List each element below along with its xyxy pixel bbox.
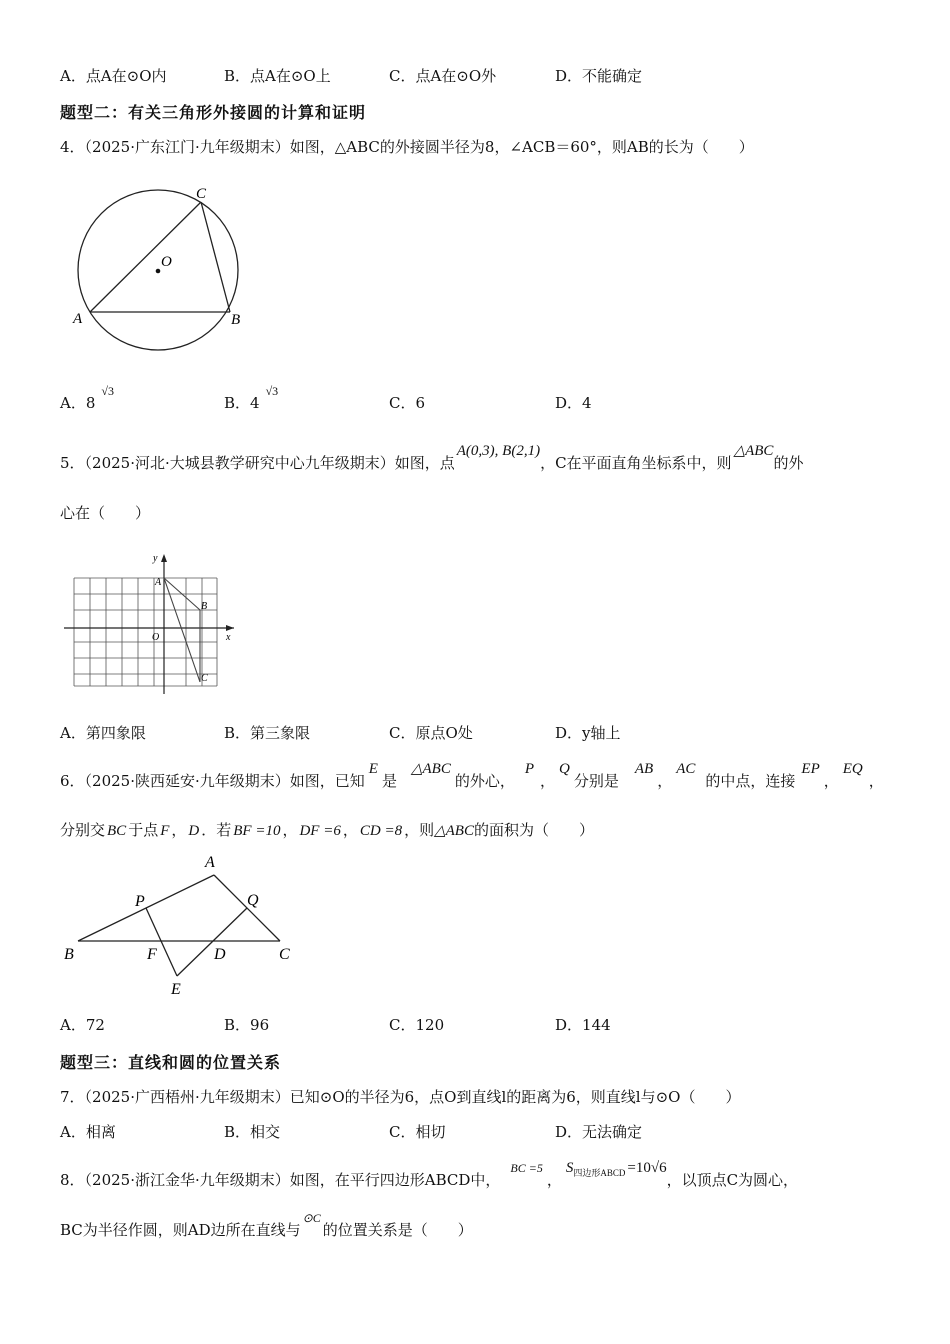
q6-text-12: ，则 [404, 821, 435, 839]
q6-eq: EQ [842, 761, 863, 777]
q3-option-d: D．不能确定 [555, 67, 643, 85]
q6-comma-3: ， [823, 772, 839, 790]
q5-figure [62, 548, 242, 696]
q6-comma-4: ， [868, 772, 884, 790]
q5-label-x: x [226, 632, 231, 643]
q5-option-b: B．第三象限 [224, 724, 311, 742]
q8-s-sub: 四边形ABCD [573, 1168, 626, 1178]
q6-text-2: 是 [381, 772, 397, 790]
q6-d: D [188, 823, 200, 839]
q8-text-4: 的位置关系是（ ） [322, 1221, 473, 1239]
q4-stem: 4．（2025·广东江门·九年级期末）如图，△ABC的外接圆半径为8，∠ACB＝60°，则AB的长为（ ） [60, 138, 754, 156]
q6-triangle: △ABC [410, 761, 451, 777]
q4-option-a-text: A．8 [60, 394, 96, 412]
q6-option-b: B．96 [224, 1016, 270, 1034]
q6-text-3: 的外心， [454, 772, 515, 790]
q6-text-13: 的面积为（ ） [473, 821, 594, 839]
q6-f: F [160, 823, 170, 839]
q6-label-b: B [64, 946, 74, 963]
q8-stem-line2 [60, 1211, 473, 1241]
q5-label-a: A [155, 577, 162, 588]
q6-label-p: P [135, 893, 145, 910]
q6-ab: AB [634, 761, 654, 777]
q3-option-c: C．点A在⊙O外 [389, 67, 497, 85]
q7-stem: 7．（2025·广西梧州·九年级期末）已知⊙O的半径为6，点O到直线l的距离为6，则直线l与⊙O（ ） [60, 1088, 741, 1106]
q7-option-b: B．相交 [224, 1123, 281, 1141]
q6-text-6: 分别交 [60, 821, 106, 839]
q6-e: E [368, 761, 378, 777]
q6-label-d: D [214, 946, 226, 963]
q4-option-b-root: √3 [265, 384, 279, 398]
q8-bc: BC =5 [510, 1161, 543, 1175]
q4-option-a [60, 384, 114, 414]
q6-comma-1: ， [540, 772, 556, 790]
q8-comma: ， [546, 1171, 562, 1189]
q7-option-d: D．无法确定 [555, 1123, 643, 1141]
q6-text-5: 的中点，连接 [705, 772, 796, 790]
q4-label-b: B [231, 312, 241, 328]
q5-text-pre: 5．（2025·河北·大城县教学研究中心九年级期末）如图，点 [60, 454, 455, 472]
q6-option-c: C．120 [389, 1016, 445, 1034]
q5-label-o: O [152, 632, 160, 643]
q5-option-d: D．y轴上 [555, 724, 621, 742]
q5-label-y: y [153, 553, 158, 564]
q5-label-b: B [201, 601, 208, 612]
q5-triangle: △ABC [733, 443, 774, 459]
q6-figure [60, 850, 310, 1000]
q8-circle-c: ⊙C [302, 1211, 321, 1225]
q5-option-c: C．原点O处 [389, 724, 473, 742]
q6-option-a: A．72 [60, 1016, 105, 1034]
section-heading-2: 题型二：有关三角形外接圆的计算和证明 [60, 103, 367, 122]
q6-text-8: ， [171, 821, 187, 839]
q3-option-a: A．点A在⊙O内 [60, 67, 167, 85]
q8-area [566, 1160, 667, 1176]
q6-stem-line1 [60, 761, 884, 792]
q6-label-a: A [205, 854, 215, 871]
q4-figure [60, 180, 260, 360]
q6-ep: EP [801, 761, 820, 777]
q6-stem-line2 [60, 820, 594, 841]
q3-option-b: B．点A在⊙O上 [224, 67, 331, 85]
section-heading-3: 题型三：直线和圆的位置关系 [60, 1053, 282, 1072]
q6-option-d: D．144 [555, 1016, 611, 1034]
q6-p: P [524, 761, 535, 777]
q4-option-b-text: B．4 [224, 394, 260, 412]
q5-coords: A(0,3), B(2,1) [456, 443, 541, 459]
q8-text-2: ，以顶点C为圆心， [666, 1171, 799, 1189]
q6-bf: BF =10 [233, 823, 281, 839]
q6-cd: CD =8 [359, 823, 403, 839]
q5-stem-line1 [60, 443, 804, 474]
q6-comma-2: ， [657, 772, 673, 790]
q5-stem-line2: 心在（ ） [60, 504, 151, 522]
q6-ac: AC [676, 761, 696, 777]
q4-option-d: D．4 [555, 394, 592, 412]
q5-text-post: 的外 [773, 454, 804, 472]
q6-triangle-2: △ABC [434, 823, 474, 839]
q7-option-a: A．相离 [60, 1123, 116, 1141]
q6-label-q: Q [247, 892, 259, 909]
q5-label-c: C [201, 673, 208, 684]
q8-text-1: 8．（2025·浙江金华·九年级期末）如图，在平行四边形ABCD中， [60, 1171, 501, 1189]
q8-s-val: =10√6 [627, 1160, 667, 1176]
q6-label-c: C [279, 946, 290, 963]
q7-option-c: C．相切 [389, 1123, 446, 1141]
q6-text-9: ．若 [201, 821, 232, 839]
q6-text-4: 分别是 [573, 772, 619, 790]
q6-q: Q [559, 761, 570, 777]
q6-bc: BC [107, 823, 127, 839]
q5-text-mid: ，C在平面直角坐标系中，则 [540, 454, 732, 472]
q6-text-1: 6．（2025·陕西延安·九年级期末）如图，已知 [60, 772, 365, 790]
q4-label-o: O [161, 254, 172, 270]
q6-text-7: 于点 [128, 821, 159, 839]
q4-label-a: A [73, 311, 83, 327]
q8-text-3: BC为半径作圆，则AD边所在直线与 [60, 1221, 301, 1239]
q5-option-a: A．第四象限 [60, 724, 146, 742]
q8-s: S [565, 1160, 574, 1176]
q6-label-f: F [147, 946, 157, 963]
q4-option-a-root: √3 [101, 384, 114, 398]
q4-label-c: C [196, 186, 207, 202]
q4-option-b [224, 384, 279, 414]
q6-text-11: ， [342, 821, 358, 839]
q6-text-10: ， [282, 821, 298, 839]
q4-option-c: C．6 [389, 394, 426, 412]
q8-stem-line1 [60, 1160, 799, 1196]
q6-label-e: E [171, 981, 181, 998]
q6-df: DF =6 [299, 823, 341, 839]
